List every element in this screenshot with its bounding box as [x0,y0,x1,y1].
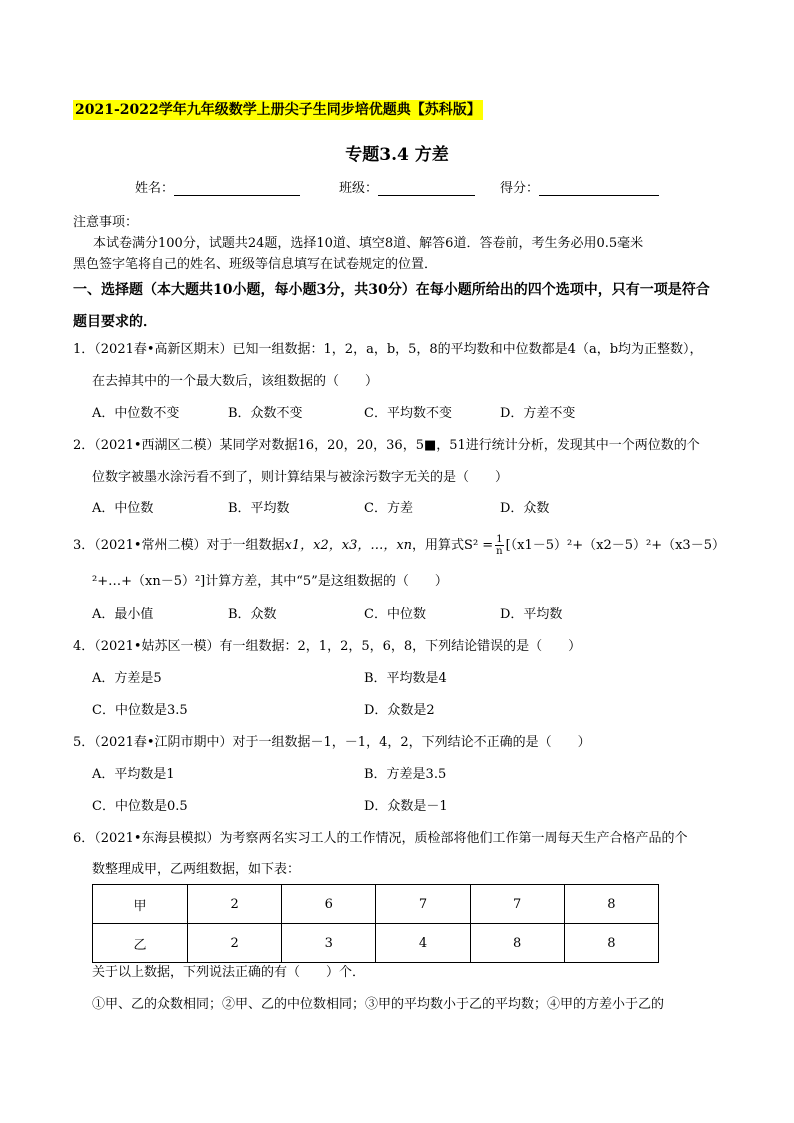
table-cell: 8 [564,924,658,963]
question-6-stem: 6．（2021•东海县模拟）为考察两名实习工人的工作情况，质检部将他们工作第一周每天生产合格产品的个 [73,831,688,846]
q3-frac-den: n [496,546,503,557]
question-2-stem: 位数字被墨水涂污看不到了，则计算结果与被涂污数字无关的是（ ） [92,470,509,485]
notes-heading: 注意事项： [73,215,139,230]
question-6-stem: 数整理成甲，乙两组数据，如下表： [92,862,301,877]
name-label: 姓名： [135,181,175,196]
q2-option-c: C．方差 [364,501,413,516]
section-heading-line: 题目要求的． [73,314,157,330]
table-cell: 甲 [93,885,188,924]
question-5-stem: 5．（2021春•江阴市期中）对于一组数据－1，－1，4，2，下列结论不正确的是（ ） [73,735,591,750]
data-table [92,884,659,963]
q3-fraction [495,534,503,557]
q4-option-a: A．方差是5 [92,671,162,686]
q3-option-c: C．中位数 [364,607,426,622]
question-3-stem: ²+…+（xn－5）²]计算方差，其中“5”是这组数据的（ ） [92,574,448,589]
q3-formula-lead: ，用算式S² = [412,538,494,553]
notes [73,212,643,275]
q5-option-d: D．众数是－1 [364,799,448,814]
name-blank [174,181,300,196]
notes-line: 黑色签字笔将自己的姓名、班级等信息填写在试卷规定的位置． [73,257,438,272]
table-cell: 2 [188,924,282,963]
q3-frac-num: 1 [496,534,503,545]
q3-option-b: B．众数 [228,607,277,622]
table-cell: 7 [376,885,470,924]
q3-option-a: A．最小值 [92,607,154,622]
section-heading-line: 一、选择题（本大题共10小题，每小题3分，共30分）在每小题所给出的四个选项中，只有一项是符合 [73,282,710,298]
question-6-statements: ①甲、乙的众数相同；②甲、乙的中位数相同；③甲的平均数小于乙的平均数；④甲的方差小于乙的 [92,997,665,1012]
table-row [93,885,659,924]
q4-option-c: C．中位数是3.5 [92,703,188,718]
page-title: 专题3.4 方差 [345,145,449,165]
section-heading [73,274,710,338]
table-row [93,924,659,963]
table-cell: 7 [470,885,564,924]
table-cell: 8 [470,924,564,963]
class-field [339,177,475,196]
question-1-stem: 1．（2021春•高新区期末）已知一组数据：1，2，a，b，5，8的平均数和中位数都是4（a，b均为正整数）， [73,342,703,357]
q4-option-b: B．平均数是4 [364,671,447,686]
table-cell: 4 [376,924,470,963]
score-label: 得分： [500,181,540,196]
score-blank [539,181,659,196]
table-cell: 6 [282,885,376,924]
table-cell: 3 [282,924,376,963]
q3-prefix: 3．（2021•常州二模）对于一组数据 [73,538,285,553]
q5-option-b: B．方差是3.5 [364,767,447,782]
class-blank [378,181,475,196]
q3-formula-tail: [（x1－5）²+（x2－5）²+（x3－5） [505,538,725,553]
q1-option-a: A．中位数不变 [92,406,180,421]
q1-option-d: D．方差不变 [500,406,576,421]
document-banner: 2021-2022学年九年级数学上册尖子生同步培优题典【苏科版】 [75,102,481,118]
notes-line: 本试卷满分100分，试题共24题，选择10道、填空8道、解答6道．答卷前，考生务必用0.5毫米 [93,236,644,251]
q4-option-d: D．众数是2 [364,703,435,718]
name-field [135,177,300,196]
q3-vars: x1，x2，x3，…，xn [284,538,413,553]
q1-option-b: B．众数不变 [228,406,303,421]
q2-option-b: B．平均数 [228,501,290,516]
q5-option-c: C．中位数是0.5 [92,799,188,814]
q1-option-c: C．平均数不变 [364,406,452,421]
class-label: 班级： [339,181,379,196]
q2-option-d: D．众数 [500,501,550,516]
q3-option-d: D．平均数 [500,607,563,622]
table-cell: 乙 [93,924,188,963]
q5-option-a: A．平均数是1 [92,767,175,782]
score-field [500,177,659,196]
question-3-stem [73,532,725,560]
question-4-stem: 4．（2021•姑苏区一模）有一组数据：2，1，2，5，6，8，下列结论错误的是（ ） [73,639,582,654]
table-cell: 2 [188,885,282,924]
question-2-stem: 2．（2021•西湖区二模）某同学对数据16，20，20，36，5■，51进行统计分析，发现其中一个两位数的个 [73,438,700,453]
q2-option-a: A．中位数 [92,501,154,516]
table-cell: 8 [564,885,658,924]
question-1-stem: 在去掉其中的一个最大数后，该组数据的（ ） [92,374,379,389]
question-6-stem: 关于以上数据，下列说法正确的有（ ）个． [92,965,366,980]
